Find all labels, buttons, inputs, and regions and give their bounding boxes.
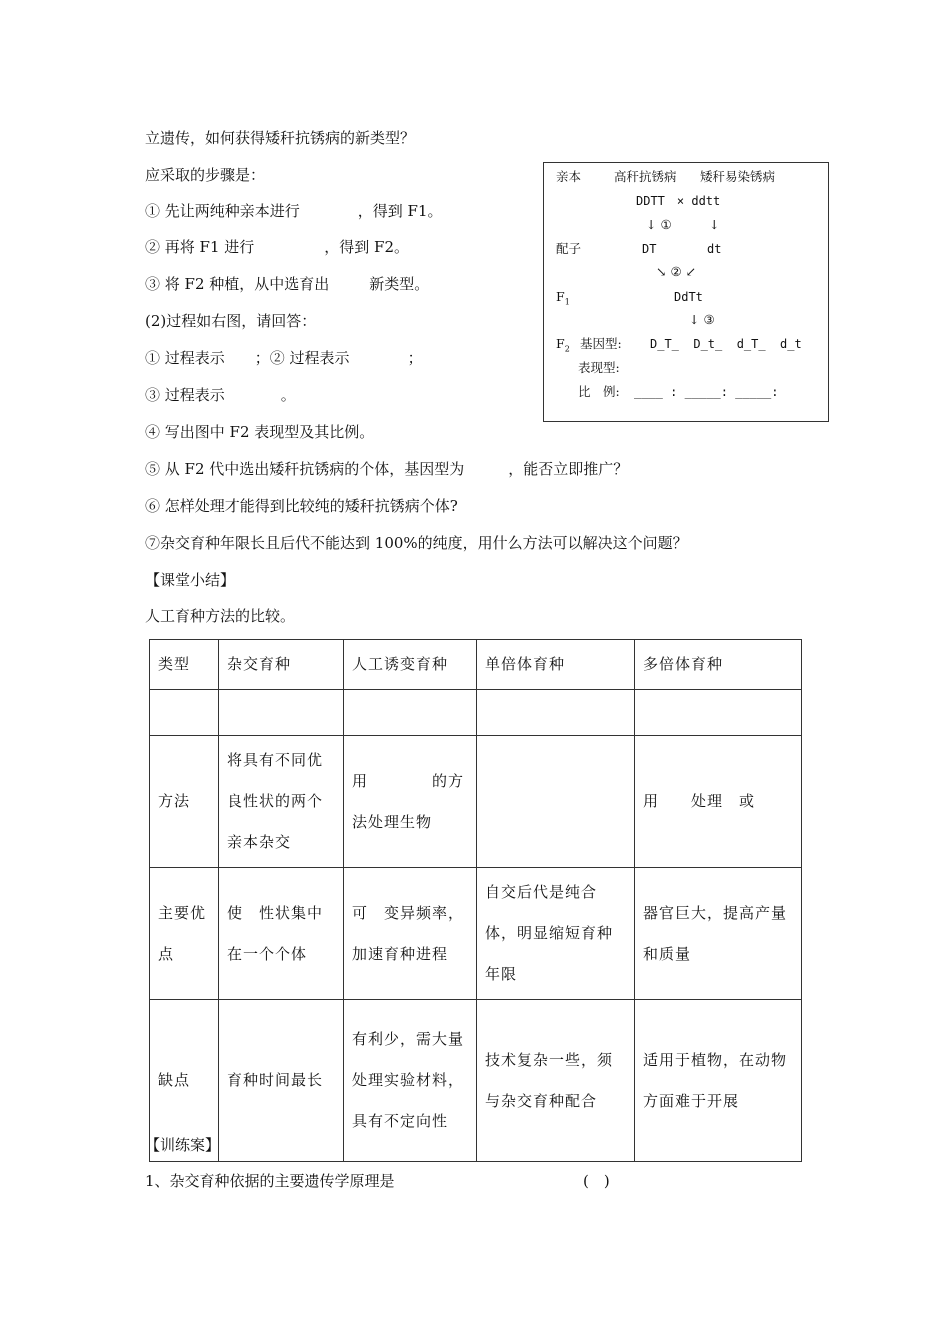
training-heading: 【训练案】 [145,1136,221,1154]
table-cell: 可 变异频率，加速育种进程 [344,868,477,1000]
parent-2-phenotype: 矮秆易染锈病 [700,169,776,184]
f2-phenotype-label: 表现型: [578,360,620,375]
table-cell [219,690,344,736]
table-row-advantages [150,868,802,1000]
table-cell: 育种时间最长 [219,1000,344,1162]
table-cell: 用 处理 或 [635,736,802,868]
question-2: (2)过程如右图，请回答： [145,312,317,330]
question-2-5 [145,459,628,479]
summary-heading: 【课堂小结】 [145,571,236,589]
breeding-comparison-table [149,639,802,1162]
step-1 [145,201,443,221]
f2-ratio-label: 比 例: [578,384,620,399]
f1-genotype: DdTt [674,290,703,304]
f2-letter: F [556,336,565,351]
header-polyploid: 多倍体育种 [635,640,802,690]
table-cell: 用 的方法处理生物 [344,736,477,868]
f2-subscript: 2 [564,344,570,354]
f1-subscript: 1 [564,297,570,307]
table-cell: 技术复杂一些，须与杂交育种配合 [477,1000,635,1162]
cross-diagram [543,162,829,422]
q2-5-end: ，能否立即推广？ [508,460,629,478]
table-cell: 将具有不同优良性状的两个亲本杂交 [219,736,344,868]
table-cell [635,690,802,736]
gamete-label: 配子 [556,241,582,256]
summary-subheading: 人工育种方法的比较。 [145,607,296,625]
table-header-row [150,640,802,690]
step-2-text: ② 再将 F1 进行 [145,238,255,256]
table-cell: 自交后代是纯合体，明显缩短育种年限 [477,868,635,1000]
table-cell: 器官巨大，提高产量和质量 [635,868,802,1000]
question-2-3 [145,385,296,405]
q2-2-text: ；② 过程表示 [254,349,350,367]
step-3-end: 新类型。 [369,275,430,293]
arrow-step-3: ↓ ③ [689,312,715,327]
row-label: 方法 [150,736,219,868]
parent-1-phenotype: 高秆抗锈病 [614,169,677,184]
header-mutation: 人工诱变育种 [344,640,477,690]
step-3-text: ③ 将 F2 种植，从中选育出 [145,275,330,293]
table-row-method [150,736,802,868]
gamete-1: DT [642,242,657,256]
f2-ratio-blanks: ____ : _____: _____: [634,385,779,399]
q2-3-text: ③ 过程表示 [145,386,225,404]
table-cell: 使 性状集中在一个个体 [219,868,344,1000]
q2-3-end: 。 [280,386,296,404]
f2-label [556,336,570,358]
intro-line-2: 应采取的步骤是： [145,166,266,184]
header-hybrid: 杂交育种 [219,640,344,690]
step-2 [145,237,409,257]
header-haploid: 单倍体育种 [477,640,635,690]
question-2-1 [145,348,423,368]
table-cell: 适用于植物，在动物方面难于开展 [635,1000,802,1162]
row-label: 缺点 [150,1000,219,1162]
gamete-2: dt [707,242,722,256]
question-2-6: ⑥ 怎样处理才能得到比较纯的矮秆抗锈病个体? [145,497,458,515]
arrow-step-1: ↓ ① ↓ [646,217,720,232]
f1-label [556,289,570,311]
q2-2-end: ； [407,349,423,367]
question-2-7: ⑦杂交育种年限长且后代不能达到 100%的纯度，用什么方法可以解决这个问题？ [145,534,688,552]
table-cell [344,690,477,736]
step-1-text: ① 先让两纯种亲本进行 [145,202,300,220]
f2-genotypes: D_T_ D_t_ d_T_ d_t [650,337,802,351]
f1-letter: F [556,289,565,304]
answer-parentheses: ( ) [583,1172,610,1190]
q2-5-text: ⑤ 从 F2 代中选出矮秆抗锈病的个体，基因型为 [145,460,465,478]
table-cell [477,736,635,868]
step-2-end: ，得到 F2。 [324,238,409,256]
training-question-1: 1、杂交育种依据的主要遗传学原理是 [145,1172,395,1190]
header-type: 类型 [150,640,219,690]
row-label: 主要优点 [150,868,219,1000]
table-cell: 有利少，需大量处理实验材料，具有不定向性 [344,1000,477,1162]
parent-genotypes: DDTT × ddtt [636,194,721,208]
step-3 [145,274,429,294]
intro-line-1: 立遗传，如何获得矮秆抗锈病的新类型？ [145,129,416,147]
step-1-end: ，得到 F1。 [357,202,443,220]
table-row-principle [150,690,802,736]
row-label [150,690,219,736]
q2-1-text: ① 过程表示 [145,349,225,367]
arrow-step-2: ↘ ② ↙ [656,264,697,279]
question-2-4: ④ 写出图中 F2 表现型及其比例。 [145,423,375,441]
table-cell [477,690,635,736]
f2-genotype-label: 基因型: [580,336,622,351]
parent-label: 亲本 [556,169,582,184]
table-row-disadvantages [150,1000,802,1162]
